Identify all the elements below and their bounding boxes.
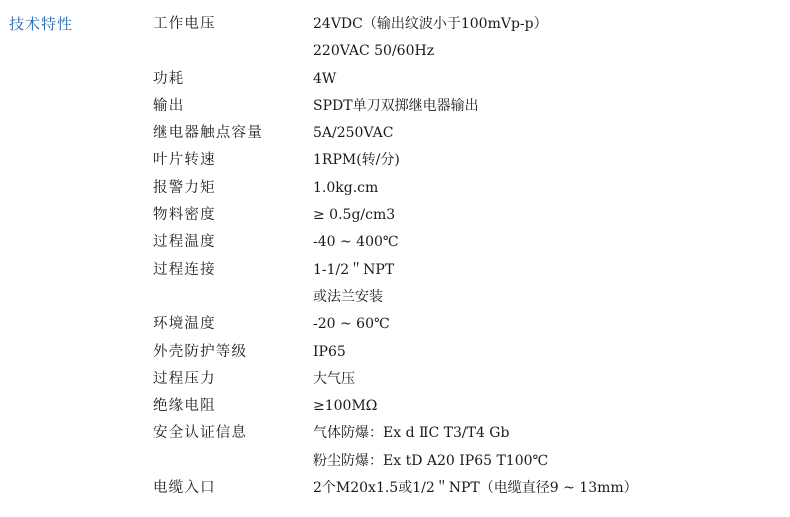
- spec-row: [0, 68, 790, 95]
- spec-row: [0, 204, 790, 231]
- spec-value: 1RPM(转/分): [313, 152, 400, 169]
- spec-row: [0, 341, 790, 368]
- spec-label: 报警力矩: [153, 179, 216, 196]
- spec-row: [0, 149, 790, 176]
- spec-label: 输出: [153, 97, 185, 114]
- spec-label: 过程温度: [153, 234, 216, 251]
- spec-row: [0, 395, 790, 422]
- spec-value: 大气压: [313, 370, 355, 387]
- spec-value: IP65: [313, 343, 346, 360]
- spec-value: 2个M20x1.5或1/2＂NPT（电缆直径9 ~ 13mm）: [313, 480, 638, 497]
- spec-row: [0, 368, 790, 395]
- spec-value: ≥100MΩ: [313, 398, 378, 415]
- spec-value: -20 ~ 60℃: [313, 316, 390, 333]
- spec-label: 绝缘电阻: [153, 398, 216, 415]
- spec-value: SPDT单刀双掷继电器输出: [313, 97, 479, 114]
- spec-label: 安全认证信息: [153, 425, 248, 442]
- section-title: 技术特性: [9, 15, 74, 33]
- spec-value: 1-1/2＂NPT: [313, 261, 395, 278]
- spec-value: 220VAC 50/60Hz: [313, 43, 435, 60]
- spec-value: 4W: [313, 70, 337, 87]
- spec-row: [0, 122, 790, 149]
- spec-row: [0, 422, 790, 449]
- spec-table: [0, 13, 790, 504]
- spec-label: 物料密度: [153, 207, 216, 224]
- spec-row: [0, 450, 790, 477]
- spec-value: 5A/250VAC: [313, 125, 394, 142]
- spec-value: -40 ~ 400℃: [313, 234, 399, 251]
- spec-label: 过程连接: [153, 261, 216, 278]
- spec-value: 粉尘防爆：Ex tD A20 IP65 T100℃: [313, 452, 549, 469]
- spec-label: 叶片转速: [153, 152, 216, 169]
- spec-value: ≥ 0.5g/cm3: [313, 207, 396, 224]
- spec-row: [0, 177, 790, 204]
- spec-label: 外壳防护等级: [153, 343, 248, 360]
- spec-row: [0, 313, 790, 340]
- spec-value: 或法兰安装: [313, 288, 383, 305]
- spec-row: [0, 95, 790, 122]
- spec-value: 24VDC（输出纹波小于100mVp-p）: [313, 16, 548, 32]
- spec-row: [0, 13, 790, 40]
- spec-label: 过程压力: [153, 370, 216, 387]
- spec-row: [0, 231, 790, 258]
- spec-value: 1.0kg.cm: [313, 179, 379, 196]
- spec-label: 环境温度: [153, 316, 216, 333]
- spec-row: [0, 286, 790, 313]
- spec-label: 工作电压: [153, 16, 216, 32]
- spec-label: 功耗: [153, 70, 185, 87]
- spec-row: [0, 477, 790, 504]
- spec-label: 电缆入口: [153, 480, 216, 497]
- spec-row: [0, 259, 790, 286]
- spec-value: 气体防爆：Ex d ⅡC T3/T4 Gb: [313, 425, 510, 442]
- spec-label: 继电器触点容量: [153, 125, 263, 142]
- spec-row: [0, 40, 790, 67]
